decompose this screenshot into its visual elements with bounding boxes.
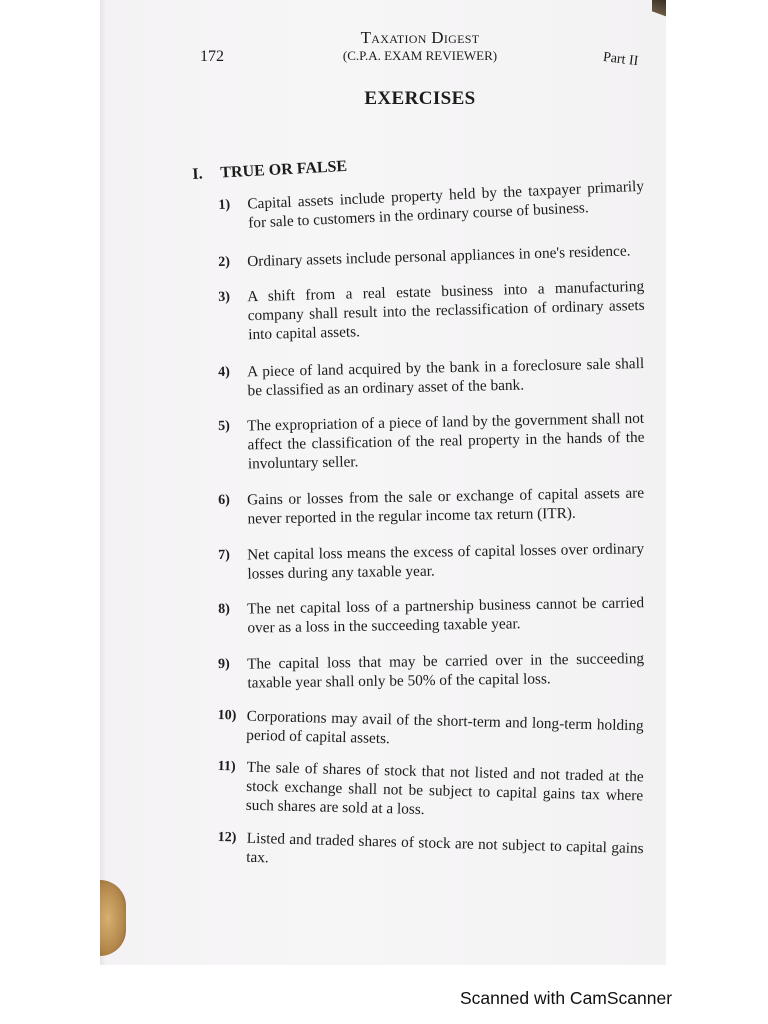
exercise-item [218,484,645,529]
item-text: A piece of land acquired by the bank in a foreclosure sale shall be classified as an ordinary asset of the bank. [247,355,645,400]
item-number: 5) [218,418,230,434]
item-number: 6) [218,492,230,508]
item-text: Net capital loss means the excess of capital losses over ordinary losses during any taxable year. [247,540,645,583]
item-number: 11) [217,758,236,775]
item-number: 2) [218,254,231,270]
exercise-item [218,593,645,638]
item-text: Capital assets include property held by the taxpayer primarily for sale to customers in the ordinary course of business. [247,177,645,232]
item-number: 9) [218,656,230,672]
item-text: Gains or losses from the sale or exchange of capital assets are never reported in the regular income tax return (ITR). [247,484,645,528]
item-text: Ordinary assets include personal appliances in one's residence. [247,242,631,271]
book-title: Taxation Digest [360,28,480,47]
exercise-item [218,277,645,345]
exercise-item [218,409,645,474]
exercise-item [218,539,645,584]
exercises-heading: EXERCISES [364,88,476,109]
page-corner-shadow [652,0,666,22]
item-number: 1) [218,197,231,213]
camscanner-watermark: Scanned with CamScanner [460,988,673,1008]
page-number: 172 [200,48,224,65]
exercise-item [217,757,644,824]
item-number: 8) [218,601,230,617]
item-number: 3) [218,289,231,305]
item-text: The expropriation of a piece of land by the government shall not affect the classification of the real property in the hands of the involuntary seller. [247,409,645,473]
item-number: 10) [217,707,237,724]
item-text: Listed and traded shares of stock are not subject to capital gains tax. [246,829,644,867]
item-text: The capital loss that may be carried over in the succeeding taxable year shall only be 50% of the capital loss. [247,650,645,692]
item-text: The net capital loss of a partnership business cannot be carried over as a loss in the succeeding taxable year. [247,594,645,637]
item-text: The sale of shares of stock that not listed and not traded at the stock exchange shall not be subject to capital gains tax where such shares are sold at a loss. [245,758,644,819]
page-edge-shadow [100,0,106,965]
item-number: 7) [218,547,230,563]
item-text: A shift from a real estate business into a manufacturing company shall result into the reclassification of ordinary assets into capital assets. [247,277,645,344]
item-number: 4) [218,364,231,380]
exercise-item [218,649,644,693]
section-title: TRUE OR FALSE [219,157,348,182]
part-label: Part II [602,50,640,70]
item-number: 12) [217,829,237,846]
section-numeral: I. [192,165,204,183]
item-text: Corporations may avail of the short-term and long-term holding period of capital assets. [246,707,644,748]
book-subtitle: (C.P.A. EXAM REVIEWER) [342,48,498,63]
